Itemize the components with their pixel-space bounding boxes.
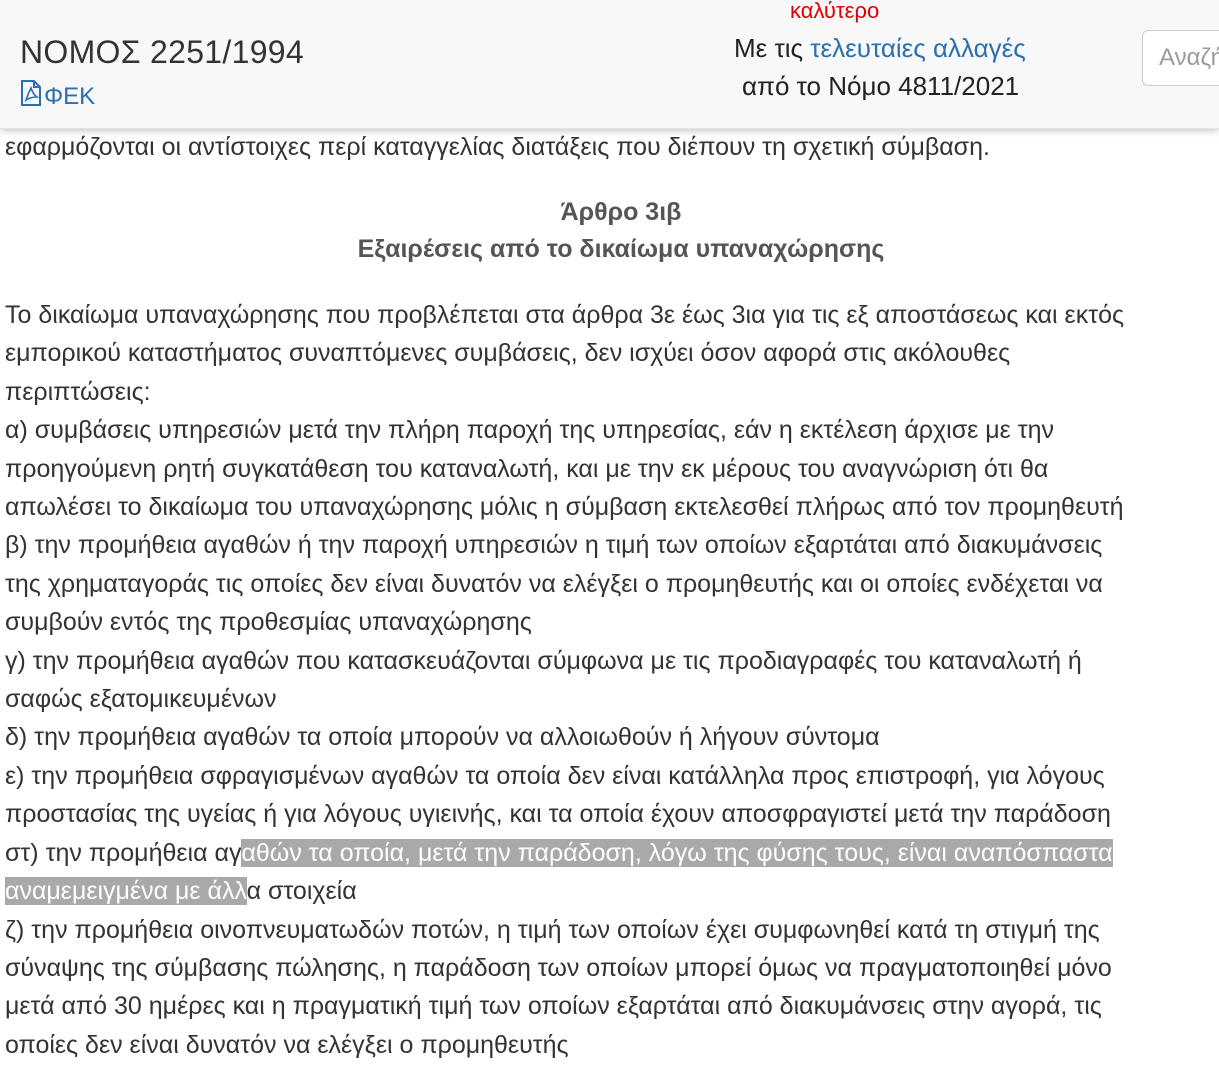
exception-item-e [5, 757, 1215, 834]
search-input[interactable] [1142, 30, 1219, 86]
text-line: ζ) την προμήθεια οινοπνευματωδών ποτών, η τιμή των οποίων έχει συμφωνηθεί κατά τη στιγμή της [5, 915, 1100, 944]
latest-changes-link[interactable]: τελευταίες αλλαγές [810, 33, 1026, 63]
previous-article-tail: εφαρμόζονται οι αντίστοιχες περί καταγγελίας διατάξεις που διέπουν τη σχετική σύμβαση. [5, 133, 990, 161]
exception-item-a [5, 411, 1215, 526]
changes-prefix: Με τις [734, 33, 811, 63]
latest-changes-text [734, 33, 1026, 64]
amending-law-text: από το Νόμο 4811/2021 [742, 71, 1020, 101]
exception-item-b [5, 526, 1215, 641]
article-intro [5, 296, 1215, 411]
text-line: σύναψης της σύμβασης πώλησης, η παράδοση των οποίων μπορεί όμως να πραγματοποιηθεί μόνο [5, 953, 1112, 982]
exception-item-f [5, 834, 1215, 911]
exception-item-c [5, 642, 1215, 719]
article-number: Άρθρο 3ιβ [560, 198, 682, 226]
text-line: προηγούμενη ρητή συγκατάθεση του καταναλωτή, και με την εκ μέρους του αναγνώριση ότι θα [5, 454, 1049, 483]
text-line: Το δικαίωμα υπαναχώρησης που προβλέπεται στα άρθρα 3ε έως 3ια για τις εξ αποστάσεως και εκτός [5, 301, 1125, 329]
text-line: β) την προμήθεια αγαθών ή την παροχή υπηρεσιών η τιμή των οποίων εξαρτάται από διακυμάνσεις [5, 531, 1103, 560]
plain-text: στ) την προμήθεια αγ [5, 838, 242, 867]
text-line [5, 834, 1215, 872]
text-line: συμβούν εντός της προθεσμίας υπαναχώρησης [5, 608, 532, 637]
fek-label: ΦΕΚ [44, 82, 96, 110]
text-line: απωλέσει το δικαίωμα του υπαναχώρησης μόλις η σύμβαση εκτελεσθεί πλήρως από τον προμηθευτή [5, 493, 1124, 522]
text-line: ε) την προμήθεια σφραγισμένων αγαθών τα οποία δεν είναι κατάλληλα προς επιστροφή, για λόγους [5, 761, 1105, 790]
fek-pdf-link[interactable] [20, 80, 95, 113]
text-line: σαφώς εξατομικευμένων [5, 685, 277, 714]
text-line: περιπτώσεις: [5, 377, 151, 406]
article-title: Εξαιρέσεις από το δικαίωμα υπαναχώρησης [357, 235, 885, 263]
exception-item-g [5, 911, 1215, 1065]
text-line: δ) την προμήθεια αγαθών τα οποία μπορούν να αλλοιωθούν ή λήγουν σύντομα [5, 723, 880, 752]
exception-item-d [5, 718, 1215, 756]
article-heading [5, 194, 1215, 268]
selected-text: αθών τα οποία, μετά την παράδοση, λόγω της φύσης τους, είναι αναπόσπαστα [241, 838, 1113, 867]
text-line: προστασίας της υγείας ή για λόγους υγιεινής, και τα οποία έχουν αποσφραγιστεί μετά την παράδοση [5, 800, 1111, 829]
text-line [5, 872, 1215, 910]
law-title: ΝΟΜΟΣ 2251/1994 [20, 34, 304, 70]
text-line: μετά από 30 ημέρες και η πραγματική τιμή των οποίων εξαρτάται από διακυμάνσεις στην αγορά, τις [5, 992, 1102, 1021]
selected-text: αναμεμειγμένα με άλλ [5, 877, 247, 906]
text-line: α) συμβάσεις υπηρεσιών μετά την πλήρη παροχή της υπηρεσίας, εάν η εκτέλεση άρχισε με την [5, 416, 1054, 445]
text-line: της χρηματαγοράς τις οποίες δεν είναι δυνατόν να ελέγξει ο προμηθευτής και οι οποίες ενδέχεται να [5, 569, 1103, 598]
text-line: γ) την προμήθεια αγαθών που κατασκευάζονται σύμφωνα με τις προδιαγραφές του καταναλωτή ή [5, 646, 1082, 675]
plain-text: α στοιχεία [246, 877, 357, 906]
text-line: εμπορικού καταστήματος συναπτόμενες συμβάσεις, δεν ισχύει όσον αφορά στις ακόλουθες [5, 339, 1011, 368]
article-content [5, 128, 1215, 1064]
text-line: οποίες δεν είναι δυνατόν να ελέγξει ο προμηθευτής [5, 1030, 569, 1059]
better-version-label: καλύτερο [790, 0, 880, 23]
law-header-bar [0, 0, 1219, 129]
pdf-file-icon [20, 80, 44, 113]
